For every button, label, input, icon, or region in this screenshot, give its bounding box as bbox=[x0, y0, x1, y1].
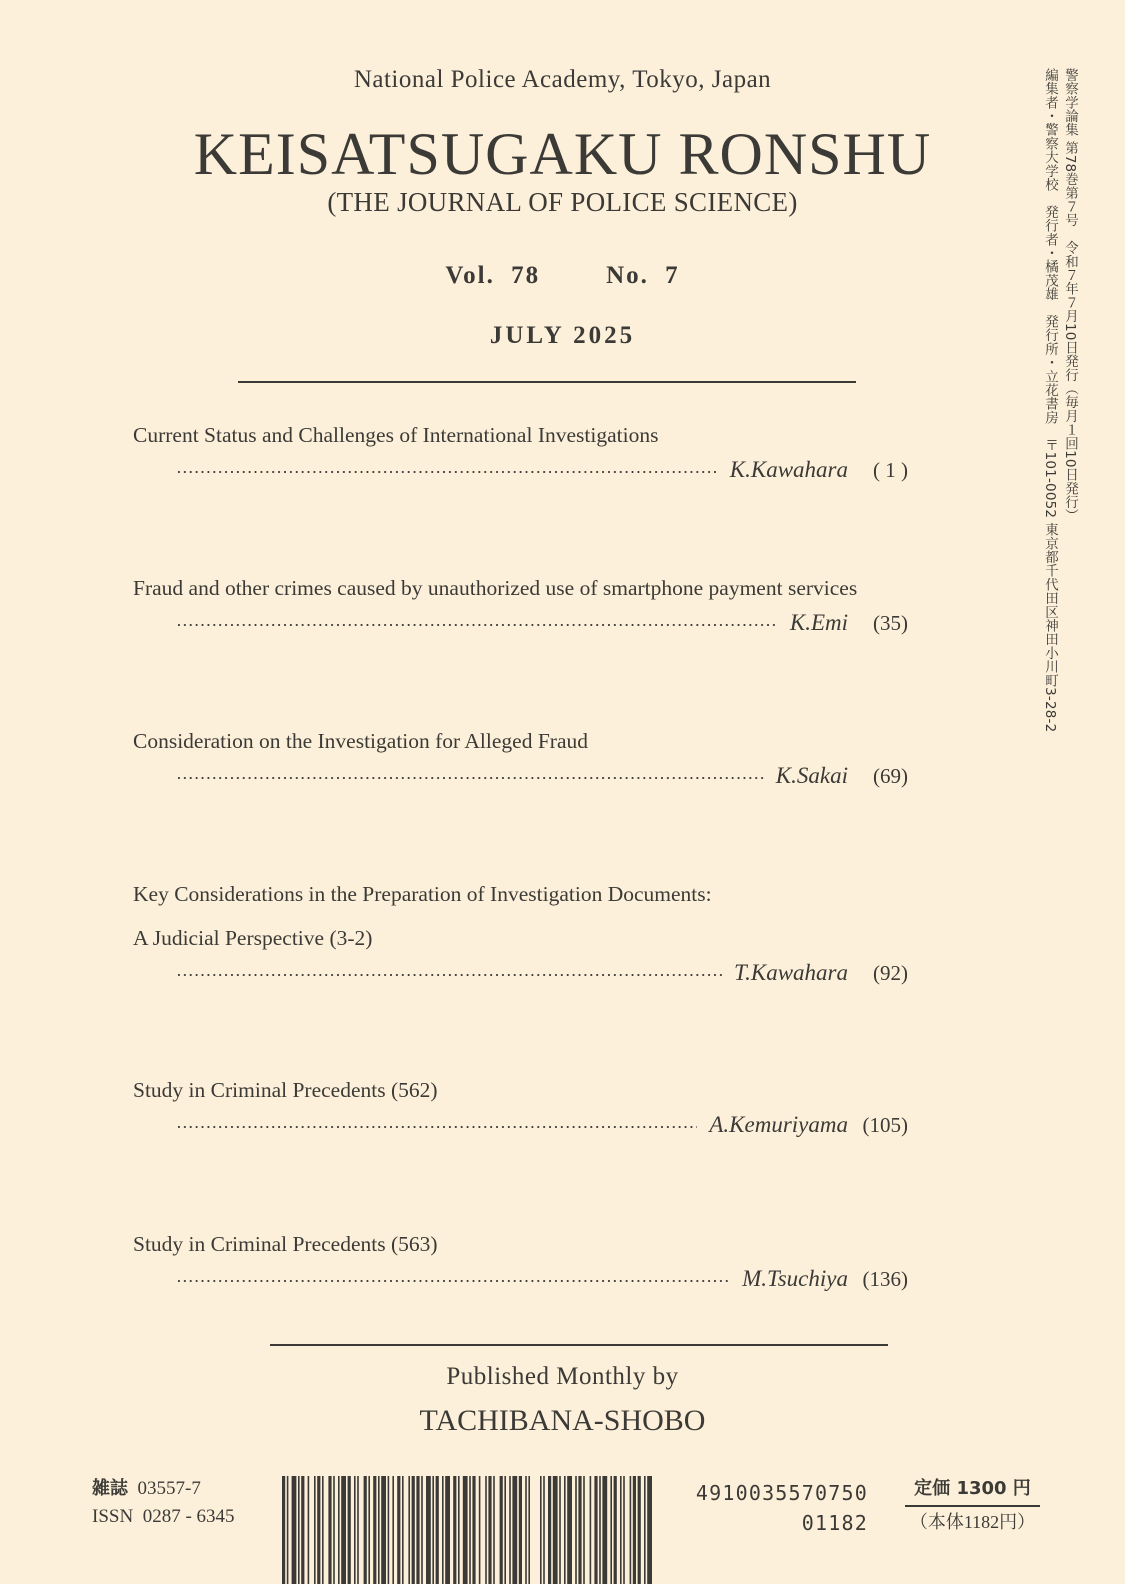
barcode-bar bbox=[512, 1476, 517, 1584]
toc-entry bbox=[133, 1068, 908, 1152]
barcode-addon-bar bbox=[644, 1476, 646, 1584]
barcode-addon-bar bbox=[540, 1476, 542, 1584]
barcode-bar bbox=[485, 1476, 487, 1584]
barcode-addon-bar bbox=[647, 1476, 652, 1584]
barcode-addon-bar bbox=[623, 1476, 625, 1584]
barcode-bar bbox=[388, 1476, 390, 1584]
barcode-bar bbox=[469, 1476, 471, 1584]
colophon-line-2: 編集者・警察大学校 発行者・橘茂雄 発行所・立花書房 〒101-0052 東京都千代田区神田小川町3-28-2 bbox=[1042, 68, 1058, 733]
price-note: （本体1182円） bbox=[909, 1512, 1036, 1532]
barcode-bar bbox=[500, 1476, 503, 1584]
barcode-graphic bbox=[282, 1476, 652, 1584]
barcode-addon-bar bbox=[590, 1476, 592, 1584]
barcode-addon-bar bbox=[578, 1476, 581, 1584]
toc-entry bbox=[133, 719, 908, 803]
toc-entry-byline bbox=[176, 1266, 908, 1306]
dot-leader bbox=[176, 1126, 697, 1128]
barcode-bar bbox=[504, 1476, 506, 1584]
barcode-bar bbox=[488, 1476, 491, 1584]
toc-entry bbox=[133, 566, 908, 650]
barcode-bar bbox=[463, 1476, 468, 1584]
barcode-bar bbox=[364, 1476, 367, 1584]
toc-entry-title: A Judicial Perspective (3-2) bbox=[133, 926, 373, 950]
barcode-bar bbox=[317, 1476, 320, 1584]
barcode-bar bbox=[519, 1476, 522, 1584]
barcode-bar bbox=[354, 1476, 356, 1584]
issn-label: ISSN bbox=[92, 1506, 134, 1527]
barcode-bar bbox=[341, 1476, 346, 1584]
barcode-bar bbox=[436, 1476, 439, 1584]
barcode-bar bbox=[282, 1476, 285, 1584]
toc-entry-page: (35) bbox=[873, 611, 908, 635]
toc-entry-title: Study in Criminal Precedents (562) bbox=[133, 1078, 438, 1102]
barcode-addon-bar bbox=[548, 1476, 551, 1584]
barcode-bar bbox=[287, 1476, 289, 1584]
toc-entry-byline bbox=[176, 1112, 908, 1152]
issn-number: 0287 - 6345 bbox=[142, 1506, 235, 1527]
barcode-bar bbox=[298, 1476, 300, 1584]
issue-date: JULY 2025 bbox=[489, 322, 636, 349]
toc-entry-byline bbox=[176, 457, 908, 497]
toc-entry-author: K.Emi bbox=[789, 610, 848, 635]
barcode-addon-bar bbox=[602, 1476, 607, 1584]
barcode-bar bbox=[333, 1476, 335, 1584]
magazine-label: 雑誌 bbox=[92, 1478, 128, 1499]
barcode-bar bbox=[368, 1476, 370, 1584]
barcode-bar bbox=[381, 1476, 386, 1584]
toc-entry-author: M.Tsuchiya bbox=[742, 1266, 848, 1291]
toc-entry-byline bbox=[176, 610, 908, 650]
barcode-bar bbox=[432, 1476, 434, 1584]
barcode-bar bbox=[314, 1476, 316, 1584]
barcode-bar bbox=[509, 1476, 511, 1584]
barcode-bar bbox=[445, 1476, 450, 1584]
bottom-divider bbox=[270, 1344, 888, 1346]
barcode-addon-number: 01182 bbox=[801, 1511, 868, 1535]
barcode-bar bbox=[426, 1476, 431, 1584]
journal-subtitle: (THE JOURNAL OF POLICE SCIENCE) bbox=[327, 187, 798, 217]
barcode-bar bbox=[453, 1476, 456, 1584]
toc-entry-author: T.Kawahara bbox=[734, 960, 848, 985]
toc-entry-byline bbox=[176, 763, 908, 803]
barcode-bar bbox=[525, 1476, 527, 1584]
barcode-addon-bar bbox=[594, 1476, 597, 1584]
barcode-bar bbox=[373, 1476, 376, 1584]
toc-entry-page: (69) bbox=[873, 764, 908, 788]
barcode-bar bbox=[458, 1476, 460, 1584]
magazine-code: 03557-7 bbox=[137, 1478, 201, 1499]
journal-title: KEISATSUGAKU RONSHU bbox=[193, 121, 932, 187]
dot-leader bbox=[176, 624, 778, 626]
toc-entry bbox=[133, 1222, 908, 1306]
colophon-vertical bbox=[1036, 68, 1080, 788]
magazine-codes bbox=[92, 1475, 235, 1531]
barcode-bar bbox=[479, 1476, 481, 1584]
price-block bbox=[905, 1474, 1040, 1537]
barcode-bar bbox=[392, 1476, 394, 1584]
barcode-addon-bar bbox=[564, 1476, 566, 1584]
barcode-bar bbox=[328, 1476, 331, 1584]
toc-entry-title: Study in Criminal Precedents (563) bbox=[133, 1232, 438, 1256]
volume-label: Vol. 78 bbox=[445, 262, 541, 289]
dot-leader bbox=[176, 1280, 730, 1282]
barcode-addon-bar bbox=[620, 1476, 622, 1584]
barcode-numbers bbox=[680, 1478, 868, 1538]
price: 定価 1300 円 bbox=[905, 1474, 1040, 1507]
barcode-bar bbox=[408, 1476, 410, 1584]
barcode-bar bbox=[348, 1476, 351, 1584]
barcode-addon-bar bbox=[543, 1476, 545, 1584]
barcode-bar bbox=[322, 1476, 324, 1584]
barcode-bar bbox=[397, 1476, 400, 1584]
barcode-bar bbox=[378, 1476, 380, 1584]
toc-entry bbox=[133, 872, 908, 1000]
barcode-bar bbox=[338, 1476, 340, 1584]
toc-entry-title: Fraud and other crimes caused by unauthorized use of smartphone payment services bbox=[133, 576, 858, 600]
barcode-bar bbox=[357, 1476, 359, 1584]
volume-number bbox=[0, 262, 1125, 290]
toc-entry-page: (136) bbox=[862, 1267, 908, 1291]
barcode-addon-bar bbox=[610, 1476, 612, 1584]
dot-leader bbox=[176, 777, 764, 779]
toc-entry-title: Key Considerations in the Preparation of Investigation Documents: bbox=[133, 882, 712, 906]
barcode-addon-bar bbox=[567, 1476, 572, 1584]
top-divider bbox=[238, 381, 856, 383]
toc-entry-title: Current Status and Challenges of International Investigations bbox=[133, 423, 659, 447]
toc-entry-title: Consideration on the Investigation for Alleged Fraud bbox=[133, 729, 588, 753]
academy-name: National Police Academy, Tokyo, Japan bbox=[353, 66, 772, 93]
published-label: Published Monthly by bbox=[446, 1363, 679, 1390]
barcode-bar bbox=[308, 1476, 310, 1584]
barcode-addon-bar bbox=[559, 1476, 561, 1584]
barcode-addon-bar bbox=[599, 1476, 601, 1584]
barcode-addon-bar bbox=[638, 1476, 641, 1584]
colophon-line-1: 警察学論集 第78巻第７号 令和７年７月10日発行（毎月１回10日発行） bbox=[1062, 68, 1078, 523]
dot-leader bbox=[176, 974, 722, 976]
toc-entry-page: (92) bbox=[873, 961, 908, 985]
toc-entry-page: (105) bbox=[862, 1113, 908, 1137]
barcode-main-number: 4910035570750 bbox=[695, 1481, 868, 1505]
barcode-bar bbox=[402, 1476, 404, 1584]
barcode-bar bbox=[292, 1476, 297, 1584]
barcode-addon-bar bbox=[583, 1476, 585, 1584]
toc-entry-author: K.Kawahara bbox=[729, 457, 848, 482]
toc-entry-author: K.Sakai bbox=[775, 763, 848, 788]
barcode-bar bbox=[442, 1476, 444, 1584]
barcode-addon-bar bbox=[575, 1476, 577, 1584]
barcode-bar bbox=[416, 1476, 419, 1584]
dot-leader bbox=[176, 471, 718, 473]
issue-label: No. 7 bbox=[606, 262, 680, 289]
barcode-bar bbox=[421, 1476, 423, 1584]
barcode-bar bbox=[528, 1476, 530, 1584]
toc-entry bbox=[133, 413, 908, 497]
barcode-bar bbox=[412, 1476, 415, 1584]
toc-entry-author: A.Kemuriyama bbox=[709, 1112, 848, 1137]
barcode-bar bbox=[493, 1476, 495, 1584]
barcode-addon-bar bbox=[633, 1476, 636, 1584]
barcode-bar bbox=[472, 1476, 475, 1584]
publisher-name: TACHIBANA-SHOBO bbox=[419, 1404, 706, 1437]
toc-entry-page: ( 1 ) bbox=[873, 458, 908, 482]
barcode-addon-bar bbox=[630, 1476, 632, 1584]
barcode-bar bbox=[301, 1476, 304, 1584]
toc-entry-byline bbox=[176, 960, 908, 1000]
barcode-addon-bar bbox=[614, 1476, 617, 1584]
barcode-addon-bar bbox=[553, 1476, 558, 1584]
